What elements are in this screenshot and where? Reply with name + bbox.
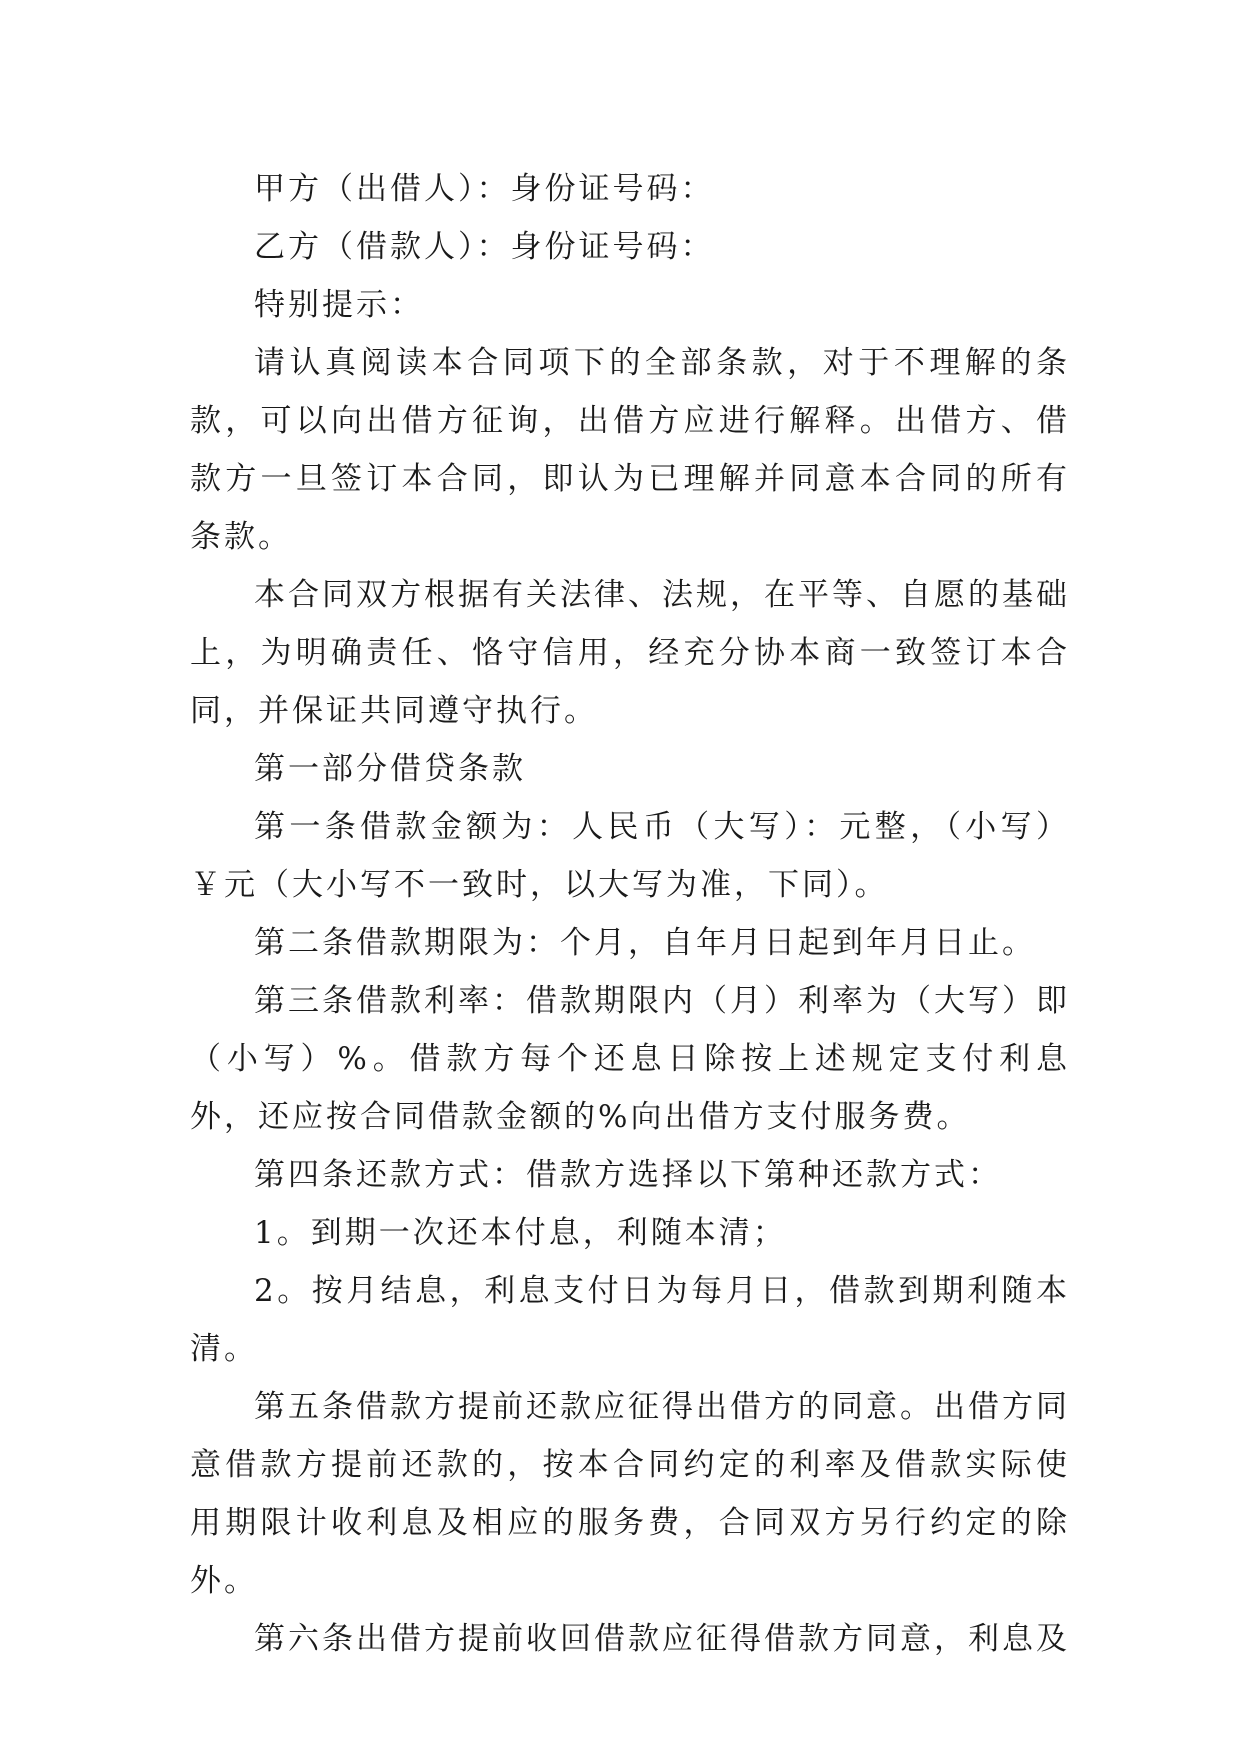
- party-b-line: 乙方（借款人）：身份证号码：: [254, 229, 715, 265]
- article-3: 第三条借款利率：借款期限内（月）利率为（大写）即（小写）%。借款方每个还息日除按上述规定支付利息外，还应按合同借款金额的%向出借方支付服务费。: [190, 983, 1070, 1135]
- article-4-option-2: 2。按月结息，利息支付日为每月日，借款到期利随本清。: [190, 1273, 1070, 1367]
- document-body: [190, 160, 1070, 1668]
- section-heading: 第一部分借贷条款: [254, 751, 526, 787]
- article-4-option-1: 1。到期一次还本付息，利随本清；: [254, 1215, 787, 1251]
- article-2: 第二条借款期限为：个月，自年月日起到年月日止。: [254, 925, 1036, 961]
- article-4: 第四条还款方式：借款方选择以下第种还款方式：: [254, 1157, 1002, 1193]
- article-1: 第一条借款金额为：人民币（大写）：元整，（小写）￥元（大小写不一致时，以大写为准，下同）。: [190, 809, 1070, 903]
- party-a-line: 甲方（出借人）：身份证号码：: [254, 171, 715, 207]
- article-5: 第五条借款方提前还款应征得出借方的同意。出借方同意借款方提前还款的，按本合同约定的利率及借款实际使用期限计收利息及相应的服务费，合同双方另行约定的除外。: [190, 1389, 1070, 1599]
- preamble-paragraph: 本合同双方根据有关法律、法规，在平等、自愿的基础上，为明确责任、恪守信用，经充分协本商一致签订本合同，并保证共同遵守执行。: [190, 577, 1070, 729]
- article-6: 第六条出借方提前收回借款应征得借款方同意，利息及: [254, 1621, 1070, 1657]
- special-notice-heading: 特别提示：: [254, 287, 424, 323]
- notice-paragraph: 请认真阅读本合同项下的全部条款，对于不理解的条款，可以向出借方征询，出借方应进行解释。出借方、借款方一旦签订本合同，即认为已理解并同意本合同的所有条款。: [190, 345, 1070, 555]
